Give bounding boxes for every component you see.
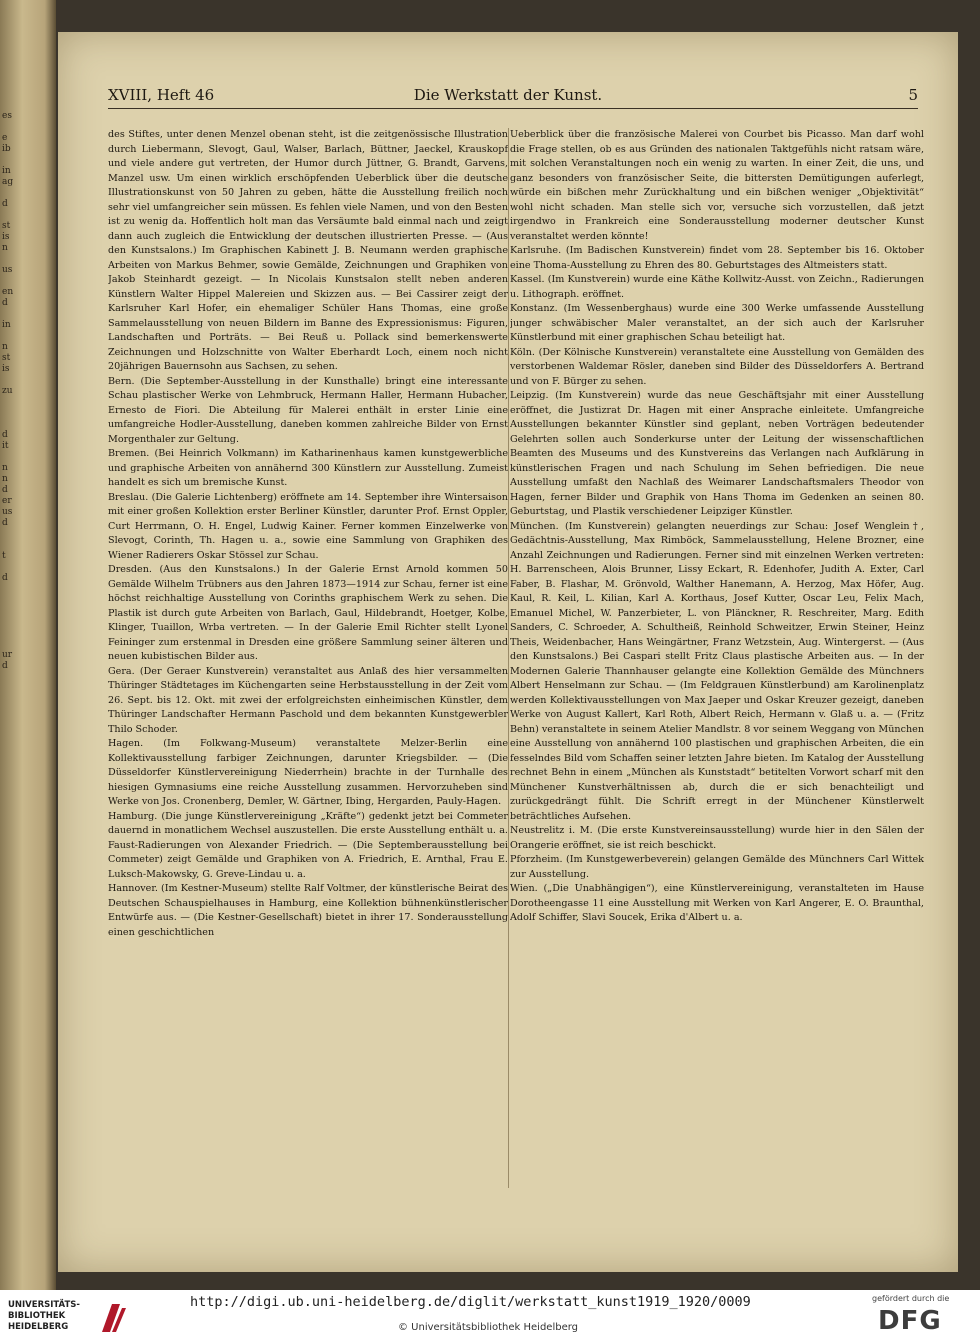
paragraph: Wien. („Die Unabhängigen“), eine Künstlervereinigung, veranstalteten im Hause Dorotheengasse 11 eine Ausstellung mit Werken von Karl Angerer, E. O. Braunthal, Adolf Schiffer, Slavi Soucek, Erika d'Albert u. a. xyxy=(510,883,924,923)
copyright-notice: © Universitätsbibliothek Heidelberg xyxy=(398,1322,579,1333)
paragraph: Leipzig. (Im Kunstverein) wurde das neue Geschäftsjahr mit einer Ausstellung eröffnet, die Justizrat Dr. Hagen mit einer Ansprache einleitete. Umfangreiche Ausstellungen bekannter Künstler sind geplant, neben Vorträgen bedeutender Gelehrten sollen auch Sonderkurse unter der Leitung der wissenschaftlichen Beamten des Museums und des Kunstvereins das Verlangen nach Aufklärung in künstlerischen Fragen und nach Schulung im Sehen befriedigen. Die neue Ausstellung umfaßt den Nachlaß des Weimarer Landschaftsmalers Theodor von Hagen, ferner Bilder und Graphik von Hans Thoma im Gedenken an seinen 80. Geburtstag, und Plastik verschiedener Leipziger Künstler. xyxy=(510,390,924,517)
document-page xyxy=(58,32,958,1272)
issue-label: XVIII, Heft 46 xyxy=(108,86,215,104)
footer-bar xyxy=(0,1290,980,1344)
paragraph: Dresden. (Aus den Kunstsalons.) In der Galerie Ernst Arnold kommen 50 Gemälde Wilhelm Trübners aus den Jahren 1873—1914 zur Schau, ferner ist eine höchst reichhaltige Ausstellung von Corinths graphischem Werk zu sehen. Die Plastik ist durch gute Arbeiten von Barlach, Gaul, Hildebrandt, Hoetger, Kolbe, Klinger, Tuaillon, Wrba vertreten. — In der Galerie Emil Richter stellt Lyonel Feininger zum erstenmal in Dresden eine größere Sammlung seiner älteren und neuen kubistischen Bilder aus. xyxy=(108,564,508,662)
paragraph: Gera. (Der Geraer Kunstverein) veranstaltet aus Anlaß des hier versammelten Thüringer Städtetages im Küchengarten seine Herbstausstellung in der Zeit vom 26. Sept. bis 12. Okt. mit zwei der erfolgreichsten einheimischen Künstler, dem Thüringer Landschafter Hermann Paschold und dem bekannten Kunstgewerbler Thilo Schoder. xyxy=(108,665,508,735)
journal-title: Die Werkstatt der Kunst. xyxy=(413,86,603,104)
paragraph: Bern. (Die September-Ausstellung in der Kunsthalle) bringt eine interessante Schau plastischer Werke von Lehmbruck, Hermann Haller, Hermann Hubacher, Ernesto de Fiori. Die Abteilung für Malerei enthält in erster Linie eine umfangreiche Hodler-Ausstellung, daneben kommen zahlreiche Bilder von Ernst Morgenthaler zur Geltung. xyxy=(108,375,508,445)
text-column-right xyxy=(510,128,924,1188)
paragraph: Karlsruhe. (Im Badischen Kunstverein) findet vom 28. September bis 16. Oktober eine Thoma-Ausstellung zu Ehren des 80. Geburtstages des Altmeisters statt. xyxy=(510,245,924,271)
page-number: 5 xyxy=(908,86,918,104)
adjacent-page-edge xyxy=(0,0,56,1290)
text-column-left xyxy=(108,128,508,1188)
column-divider xyxy=(508,128,509,1188)
paragraph: Pforzheim. (Im Kunstgewerbeverein) gelangen Gemälde des Münchners Carl Wittek zur Ausstellung. xyxy=(510,854,924,880)
paragraph: Hannover. (Im Kestner-Museum) stellte Ralf Voltmer, der künstlerische Beirat des Deutschen Schauspielhauses in Hamburg, eine Kollektion bühnenkünstlerischer Entwürfe aus. — (Die Kestner-Gesellschaft) bietet in ihrer 17. Sonderausstellung einen geschichtlichen xyxy=(108,883,508,938)
margin-fragments: es e ib in ag d st is n us en d in n st is zu d it n n d er us d t d ur d xyxy=(2,111,14,671)
source-url-link[interactable]: http://digi.ub.uni-heidelberg.de/diglit/werkstatt_kunst1919_1920/0009 xyxy=(190,1294,751,1310)
paragraph: Hagen. (Im Folkwang-Museum) veranstaltete Melzer-Berlin eine Kollektivausstellung farbiger Zeichnungen, darunter Kriegsbilder. — (Die Düsseldorfer Künstlervereinigung Niederrhein) brachte in der Turnhalle des hiesigen Gymnasiums eine reiche Ausstellung zusammen. Hervorzuheben sind Werke von Jos. Cronenberg, Demler, W. Gärtner, Ibing, Hergarden, Pauly-Hagen. xyxy=(108,738,508,807)
library-logo-icon xyxy=(98,1298,128,1336)
paragraph: Bremen. (Bei Heinrich Volkmann) im Katharinenhaus kamen kunstgewerbliche und graphische Arbeiten von annähernd 300 Künstlern zur Ausstellung. Zumeist handelt es sich um bremische Kunst. xyxy=(108,448,508,488)
dfg-logo: DFG xyxy=(878,1306,942,1336)
library-logo[interactable] xyxy=(8,1298,128,1338)
paragraph: Ueberblick über die französische Malerei von Courbet bis Picasso. Man darf wohl die Frage stellen, ob es aus Gründen des nationalen Taktgefühls nicht ratsam wäre, mit solchen Veranstaltungen noch ein wenig zu warten. In einer Zeit, die uns, und ganz besonders von französischer Seite, die bittersten Demütigungen auferlegt, würde ein bißchen mehr Zurückhaltung und ein bißchen weniger „Objektivität“ wohl nicht schaden. Man stelle sich vor, versuche sich vorzustellen, daß jetzt irgendwo in Frankreich eine Sonderausstellung moderner deutscher Kunst veranstaltet werden könnte! xyxy=(510,129,924,242)
funding-note: gefördert durch die xyxy=(872,1294,950,1303)
paragraph: Hamburg. (Die junge Künstlervereinigung „Kräfte“) gedenkt jetzt bei Commeter dauernd in monatlichem Wechsel auszustellen. Die erste Ausstellung enthält u. a. Faust-Radierungen von Alexander Friedrich. — (Die Septemberausstellung bei Commeter) zeigt Gemälde und Graphiken von A. Friedrich, E. Arnthal, Frau E. Luksch-Makowsky, G. Greve-Lindau u. a. xyxy=(108,810,508,880)
paragraph: Breslau. (Die Galerie Lichtenberg) eröffnete am 14. September ihre Wintersaison mit einer großen Kollektion erster Berliner Künstler, darunter Prof. Ernst Oppler, Curt Herrmann, O. H. Engel, Ludwig Kainer. Ferner kommen Einzelwerke von Slevogt, Corinth, Th. Hagen u. a., sowie eine Sammlung von Graphiken des Wiener Radierers Oskar Stössel zur Schau. xyxy=(108,491,508,561)
library-logo-text: UNIVERSITÄTS- BIBLIOTHEK HEIDELBERG xyxy=(8,1300,80,1332)
paragraph: Konstanz. (Im Wessenberghaus) wurde eine 300 Werke umfassende Ausstellung junger schwäbischer Maler veranstaltet, an der sich auch der Karlsruher Künstlerbund mit einer graphischen Schau beteiligt hat. xyxy=(510,303,924,343)
paragraph: Kassel. (Im Kunstverein) wurde eine Käthe Kollwitz-Ausst. von Zeichn., Radierungen u. Lithograph. eröffnet. xyxy=(510,274,924,300)
paragraph: des Stiftes, unter denen Menzel obenan steht, ist die zeitgenössische Illustration durch Liebermann, Slevogt, Gaul, Walser, Barlach, Büttner, Jaeckel, Krauskopf und viele andere gut vertreten, der Humor durch Jüttner, G. Brandt, Garvens, Manzel usw. Um einen wirklich erschöpfenden Ueberblick über die deutsche Illustrationskunst von 50 Jahren zu geben, hätte die Ausstellung freilich noch sehr viel umfangreicher sein müssen. Es fehlen viele Namen, und von den Besten ist zu wenig da. Hoffentlich holt man das Versäumte bald einmal nach und zeigt dann auch zugleich die Entwicklung der deutschen illustrierten Presse. — (Aus den Kunstsalons.) Im Graphischen Kabinett J. B. Neumann werden graphische Arbeiten von Markus Behmer, sowie Gemälde, Zeichnungen und Graphiken von Jakob Steinhardt gezeigt. — In Nicolais Kunstsalon stellt neben anderen Künstlern Walter Hippel Malereien und Skizzen aus. — Bei Cassirer zeigt der Karlsruher Karl Hofer, ein ehemaliger Schüler Hans Thomas, eine große Sammelausstellung von neuen Bildern im Banne des Expressionismus: Figuren, Landschaften und Porträts. — Bei Reuß u. Pollack sind bemerkenswerte Zeichnungen und Holzschnitte von Walter Eberhardt Loch, einem noch nicht 20jährigen Bauernsohn aus Sachsen, zu sehen. xyxy=(108,129,508,372)
paragraph: Neustrelitz i. M. (Die erste Kunstvereinsausstellung) wurde hier in den Sälen der Orangerie eröffnet, sie ist reich beschickt. xyxy=(510,825,924,851)
running-header xyxy=(108,86,918,109)
paragraph: Köln. (Der Kölnische Kunstverein) veranstaltete eine Ausstellung von Gemälden des verstorbenen Waldemar Rösler, daneben sind Bilder des Düsseldorfers A. Bertrand und von F. Bürger zu sehen. xyxy=(510,346,924,387)
paragraph: München. (Im Kunstverein) gelangten neuerdings zur Schau: Josef Wenglein†, Gedächtnis-Ausstellung, Max Rimböck, Sammelausstellung, Helene Brozner, eine Anzahl Zeichnungen und Radierungen. Ferner sind mit einzelnen Werken vertreten: H. Barrenscheen, Alois Brunner, Lissy Eckart, R. Edenhofer, Judith A. Exter, Carl Faber, B. Flashar, M. Grönvold, Walther Hanemann, A. Herzog, Max Höfer, Aug. Kaul, R. Keil, L. Kilian, Karl A. Korthaus, Josef Kutter, Oscar Leu, Felix Mach, Emanuel Michel, W. Panzerbieter, L. von Plänckner, R. Reschreiter, Marg. Edith Sanders, C. Schroeder, A. Schultheiß, Reinhold Schweitzer, Erwin Steiner, Heinz Theis, Weidenbacher, Hans Weingärtner, Franz Wetzstein, Aug. Wintergerst. — (Aus den Kunstsalons.) Bei Caspari stellt Fritz Claus plastische Arbeiten aus. — In der Modernen Galerie Thannhauser gelangte eine Kollektion Gemälde des Münchners Albert Henselmann zur Schau. — (Im Feldgrauen Künstlerbund) am Karolinenplatz werden Kollektivausstellungen von Max Jaeper und Oskar Kreuzer gezeigt, daneben Werke von August Kallert, Karl Roth, Albert Reich, Hermann v. Glaß u. a. — (Fritz Behn) veranstaltete in seinem Atelier Mandlstr. 8 vor seinem Weggang von München eine Ausstellung von annähernd 100 plastischen und graphischen Arbeiten, die ein fesselndes Bild vom Schaffen seiner letzten Jahre bieten. Im Katalog der Ausstellung rechnet Behn in einem „München als Kunststadt“ betitelten Vorwort scharf mit den Münchener Kunstverhältnissen ab, durch die er sich benachteiligt und zurückgedrängt fühlt. Die Schrift erregt in der Münchener Künstlerwelt beträchtliches Aufsehen. xyxy=(510,520,924,822)
